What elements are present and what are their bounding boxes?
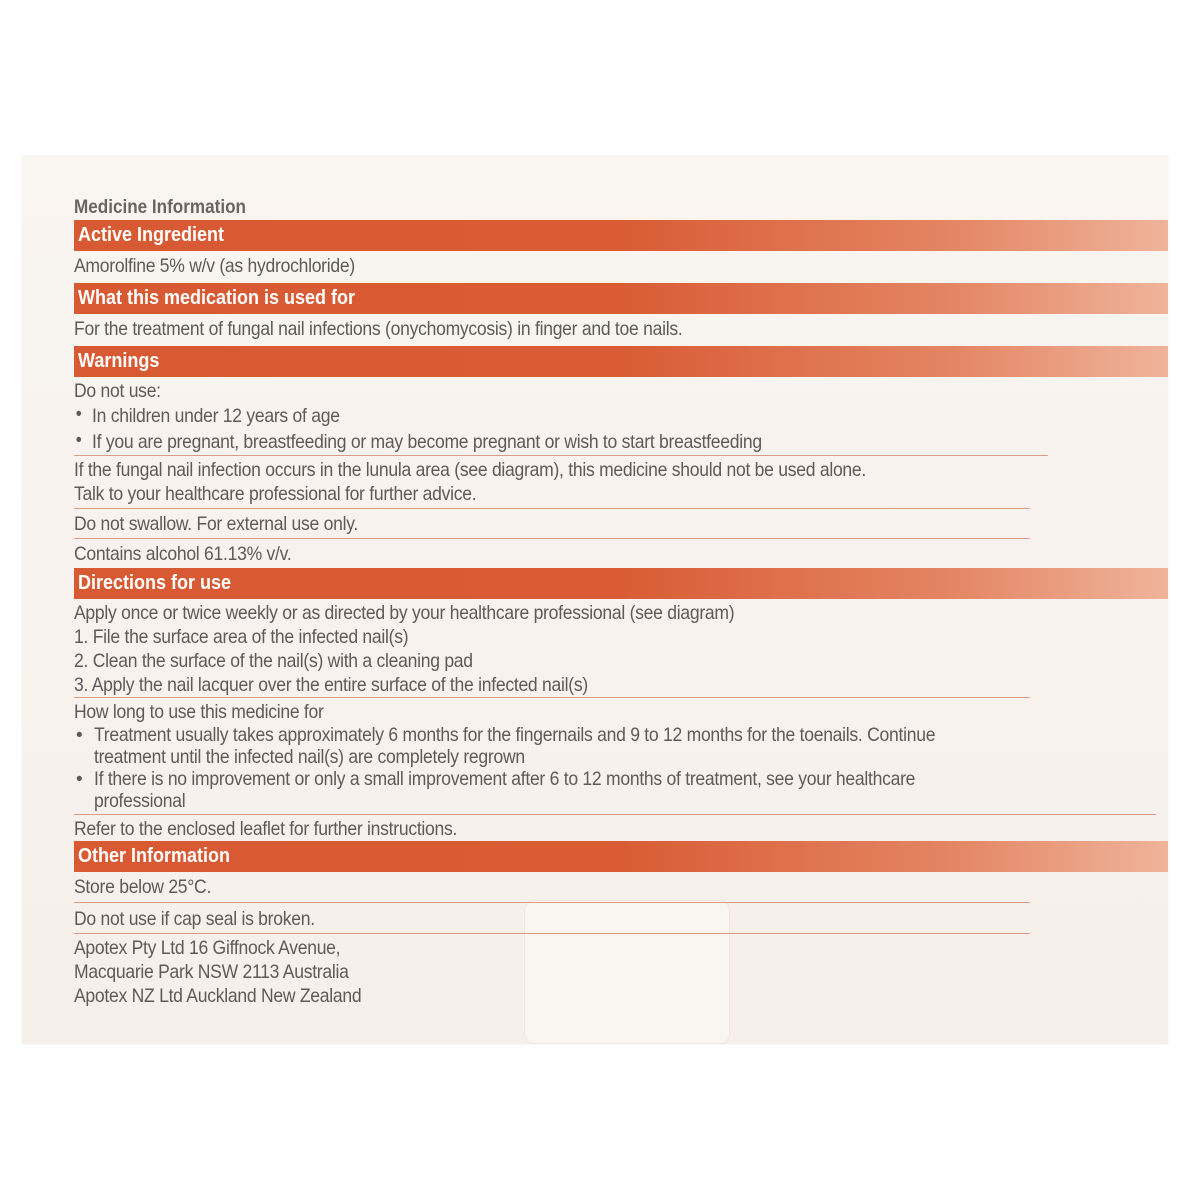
address-line-3: Apotex NZ Ltd Auckland New Zealand: [74, 985, 362, 1007]
address-line-1: Apotex Pty Ltd 16 Giffnock Avenue,: [74, 937, 341, 959]
active-ingredient-heading-bar: [74, 220, 1168, 251]
warning-lunula-line2: Talk to your healthcare professional for further advice.: [74, 482, 1030, 509]
how-long-heading: How long to use this medicine for: [74, 701, 324, 723]
directions-intro: Apply once or twice weekly or as directed by your healthcare professional (see diagram): [74, 602, 735, 624]
section-title: Medicine Information: [74, 197, 246, 218]
duration-bullet-line1: • Treatment usually takes approximately 6 months for the fingernails and 9 to 12 months for the toenails. Continue: [94, 724, 936, 746]
used-for-heading: What this medication is used for: [78, 287, 356, 309]
warnings-heading-bar: [74, 346, 1168, 377]
direction-step-1: 1. File the surface area of the infected nail(s): [74, 626, 409, 648]
active-ingredient-heading: Active Ingredient: [78, 224, 225, 246]
used-for-text: For the treatment of fungal nail infections (onychomycosis) in finger and toe nails.: [74, 318, 683, 340]
improvement-bullet-line1: • If there is no improvement or only a small improvement after 6 to 12 months of treatment, see your healthcare: [94, 768, 916, 790]
duration-bullet: [74, 724, 1168, 768]
warning-alcohol: Contains alcohol 61.13% v/v.: [74, 543, 292, 565]
address-line-2: Macquarie Park NSW 2113 Australia: [74, 961, 349, 983]
improvement-bullet-line2: professional: [94, 790, 186, 812]
directions-heading: Directions for use: [78, 572, 232, 594]
other-info-heading-bar: [74, 841, 1168, 872]
warnings-intro: Do not use:: [74, 380, 161, 402]
direction-step-3: 3. Apply the nail lacquer over the entire surface of the infected nail(s): [74, 673, 1030, 698]
medicine-information: [74, 196, 1168, 1008]
improvement-bullet: [74, 768, 1156, 815]
warnings-heading: Warnings: [78, 350, 160, 372]
duration-bullet-line2: treatment until the infected nail(s) are completely regrown: [94, 746, 525, 768]
warning-swallow: Do not swallow. For external use only.: [74, 509, 1030, 539]
directions-heading-bar: [74, 568, 1168, 599]
medicine-carton-panel: [22, 156, 1168, 1044]
warning-bullet-pregnancy: • If you are pregnant, breastfeeding or may become pregnant or wish to start breastfeeding: [74, 429, 1048, 456]
warning-lunula-line1: If the fungal nail infection occurs in the lunula area (see diagram), this medicine should not be used alone.: [74, 459, 867, 481]
used-for-heading-bar: [74, 283, 1168, 314]
warning-bullet-children: • In children under 12 years of age: [74, 403, 1059, 429]
direction-step-2: 2. Clean the surface of the nail(s) with a cleaning pad: [74, 650, 473, 672]
active-ingredient-text: Amorolfine 5% w/v (as hydrochloride): [74, 255, 355, 277]
seal-text: Do not use if cap seal is broken.: [74, 903, 1030, 934]
other-info-heading: Other Information: [78, 845, 231, 867]
storage-text: Store below 25°C.: [74, 872, 1030, 903]
leaflet-note: Refer to the enclosed leaflet for further instructions.: [74, 818, 458, 840]
